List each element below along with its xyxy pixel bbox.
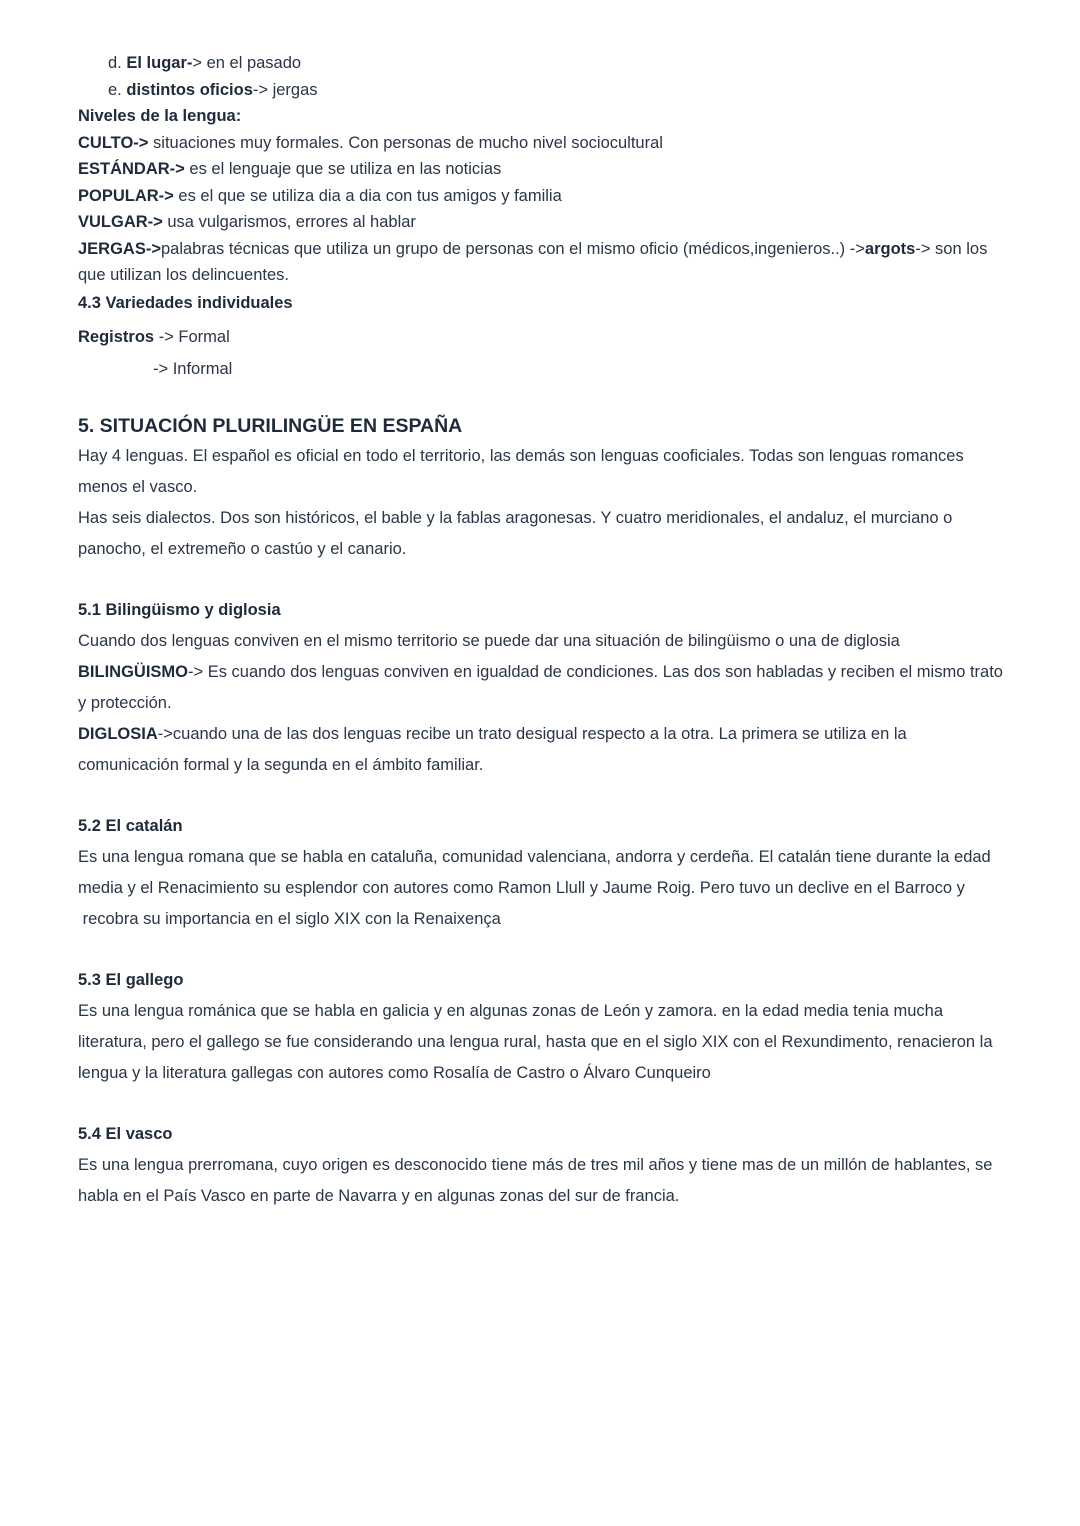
list-marker: d. (108, 54, 122, 72)
nivel-text: situaciones muy formales. Con personas de mucho nivel sociocultural (148, 133, 663, 152)
nivel-term: ESTÁNDAR-> (78, 160, 185, 178)
section-5-1-title: 5.1 Bilingüismo y diglosia (78, 600, 281, 619)
paragraph-line: literatura, pero el gallego se fue considerando una lengua rural, hasta que en el siglo XIX con el Rexundimento, renacieron la (78, 1032, 993, 1051)
nivel-text: palabras técnicas que utiliza un grupo de personas con el mismo oficio (médicos,ingenieros..) -> (160, 239, 865, 258)
paragraph-line: lengua y la literatura gallegas con autores como Rosalía de Castro o Álvaro Cunqueiro (78, 1063, 711, 1082)
diglosia-line (78, 719, 1028, 750)
list-item-d (78, 50, 1028, 77)
list-marker: e. (108, 80, 122, 99)
document-page (78, 50, 1028, 1212)
list-term: El lugar- (126, 54, 193, 72)
nivel-term: POPULAR-> (78, 186, 174, 205)
paragraph-line: recobra su importancia en el siglo XIX con la Renaixença (78, 909, 501, 928)
paragraph-line: Has seis dialectos. Dos son históricos, el bable y la fablas aragonesas. Y cuatro meridionales, el andaluz, el murciano o (78, 508, 953, 527)
section-5-title: 5. SITUACIÓN PLURILINGÜE EN ESPAÑA (78, 414, 463, 437)
nivel-text: -> son los (915, 239, 988, 258)
list-text: -> jergas (252, 80, 318, 99)
paragraph-line: Cuando dos lenguas conviven en el mismo territorio se puede dar una situación de bilingüismo o una de diglosia (78, 631, 900, 650)
paragraph-line: habla en el País Vasco en parte de Navarra y en algunas zonas del sur de francia. (78, 1186, 680, 1205)
registros-formal (78, 322, 1028, 353)
paragraph-line: Es una lengua romana que se habla en cataluña, comunidad valenciana, andorra y cerdeña. El catalán tiene durante la edad (78, 847, 991, 866)
paragraph-line: media y el Renacimiento su esplendor con autores como Ramon Llull y Jaume Roig. Pero tuvo un declive en el Barroco y (78, 878, 965, 897)
list-term: distintos oficios (126, 80, 253, 99)
section-5-3-title: 5.3 El gallego (78, 970, 184, 989)
section-5-4-title: 5.4 El vasco (78, 1124, 173, 1143)
nivel-jergas-continuation: que utilizan los delincuentes. (78, 266, 289, 284)
nivel-text: es el lenguaje que se utiliza en las noticias (184, 160, 502, 178)
paragraph-line: Hay 4 lenguas. El español es oficial en todo el territorio, las demás son lenguas cooficiales. Todas son lenguas romances (78, 446, 964, 465)
nivel-term: VULGAR-> (78, 213, 163, 231)
nivel-text: usa vulgarismos, errores al hablar (162, 213, 416, 231)
paragraph-line: menos el vasco. (78, 477, 198, 496)
argots-term: argots (864, 239, 916, 258)
registro-informal: -> Informal (153, 359, 233, 378)
bilinguismo-term: BILINGÜISMO (78, 662, 188, 681)
nivel-vulgar (78, 209, 1028, 236)
paragraph-line: panocho, el extremeño o castúo y el canario. (78, 539, 407, 558)
paragraph-line: y protección. (78, 693, 172, 712)
niveles-title: Niveles de la lengua: (78, 107, 242, 125)
nivel-term: CULTO-> (78, 133, 149, 152)
registro-formal: -> Formal (154, 327, 230, 346)
paragraph-line: Es una lengua prerromana, cuyo origen es desconocido tiene más de tres mil años y tiene mas de un millón de hablantes, se (78, 1155, 993, 1174)
bilinguismo-text: -> Es cuando dos lenguas conviven en igualdad de condiciones. Las dos son habladas y reciben el mismo trato (188, 662, 1003, 681)
paragraph-line: Es una lengua románica que se habla en galicia y en algunas zonas de León y zamora. en la edad media tenia mucha (78, 1001, 943, 1020)
registros-term: Registros (78, 327, 155, 346)
section-5-2-title: 5.2 El catalán (78, 816, 183, 835)
nivel-popular (78, 183, 1028, 210)
nivel-text: es el que se utiliza dia a dia con tus amigos y familia (173, 186, 562, 205)
nivel-culto (78, 130, 1028, 157)
variedades-title: 4.3 Variedades individuales (78, 293, 293, 312)
diglosia-text: ->cuando una de las dos lenguas recibe un trato desigual respecto a la otra. La primera se utiliza en la (157, 724, 907, 743)
nivel-term: JERGAS-> (78, 239, 161, 258)
list-text: > en el pasado (192, 54, 302, 72)
bilinguismo-line (78, 657, 1028, 688)
list-item-e (78, 77, 1028, 104)
paragraph-line: comunicación formal y la segunda en el ámbito familiar. (78, 755, 484, 774)
nivel-estandar (78, 156, 1028, 183)
nivel-jergas (78, 236, 1028, 263)
diglosia-term: DIGLOSIA (78, 724, 158, 743)
